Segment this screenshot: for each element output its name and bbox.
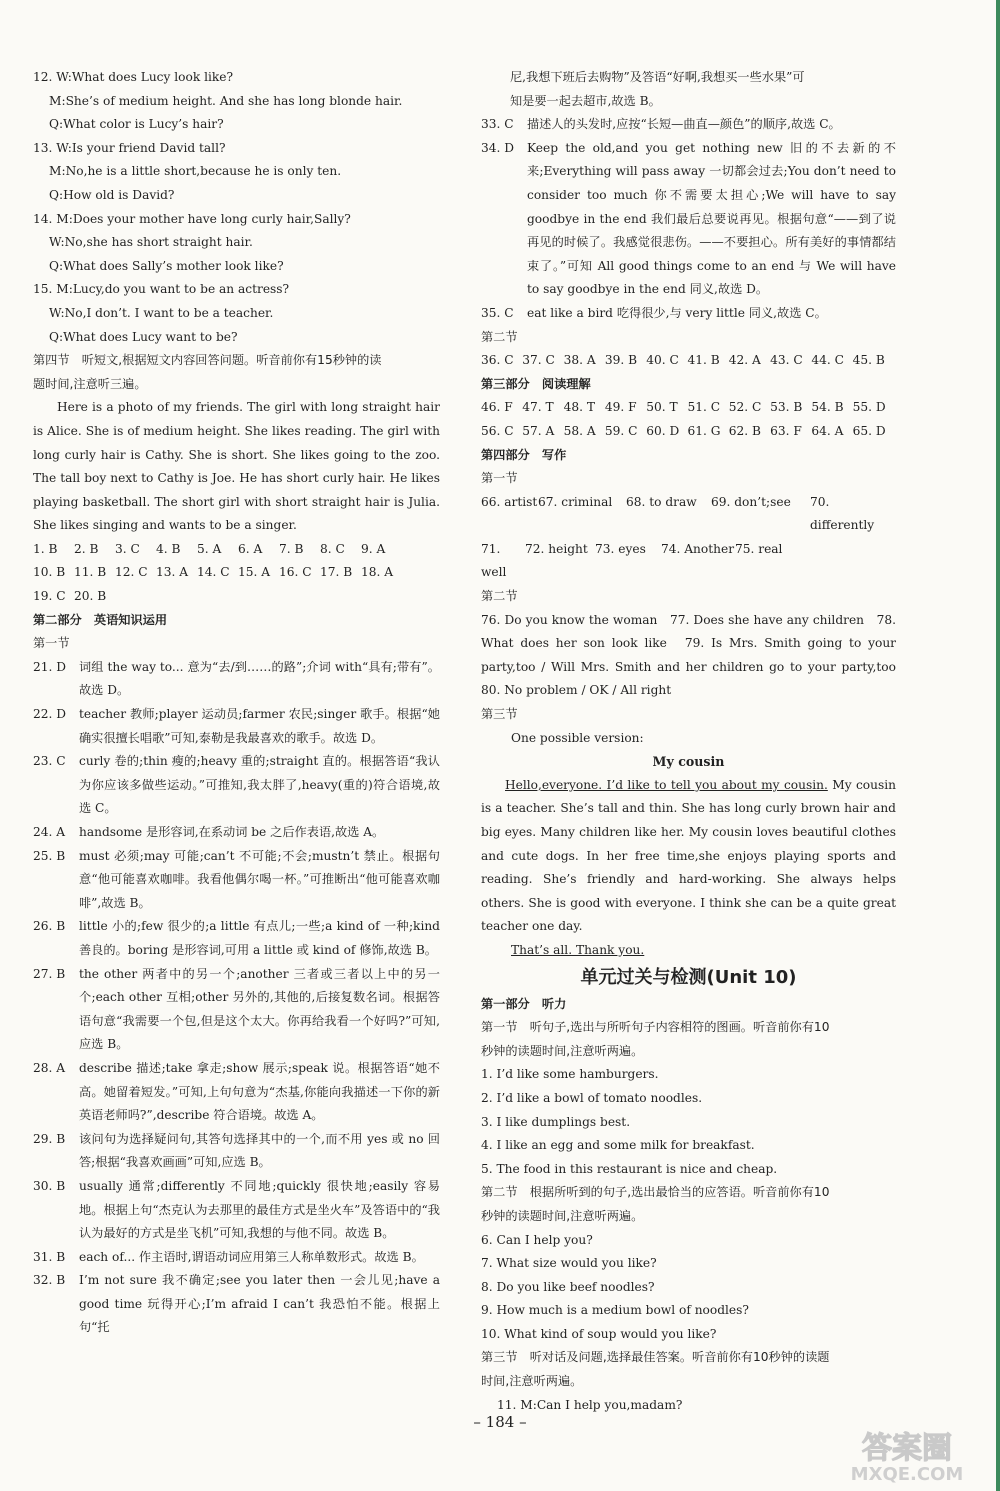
unit-sentence: 2. I’d like a bowl of tomato noodles.: [481, 1090, 703, 1105]
explanation-item: [33, 1128, 440, 1175]
answer-item: 48. T: [563, 400, 595, 415]
explanation-number: 23. C: [33, 754, 66, 769]
explanation-number: 34. D: [481, 140, 515, 155]
left-column: [33, 66, 440, 1340]
answer-item: 10. B: [33, 565, 66, 580]
answers-46-65: [481, 396, 896, 443]
passage: Here is a photo of my friends. The girl with long straight hair is Alice. She is of medium height. She likes reading. The girl with long curly hair is Cathy. She is short. She likes going to the zoo. The tall boy next to Cathy is Joe. He has short curly hair. He likes playing basketball. The short girl with short straight hair is Julia. She likes singing and wants to be a singer.: [33, 400, 440, 533]
explanation-number: 32. B: [33, 1273, 66, 1288]
explanation-text: the other 两者中的另一个;another 三者或三者以上中的另一个;each other 互相;other 另外的,其他的,后接复数名词。根据答语句意“我需要一个包,但是这个太大。你再给我看一个好吗?”可知,应选 B。: [79, 966, 440, 1052]
part4-section2: 第二节: [481, 589, 518, 604]
dialog-question: 12. W:What does Lucy look like?: [33, 70, 234, 84]
explanation-text: curly 卷的;thin 瘦的;heavy 重的;straight 直的。根据答语“我认为你应该多做些运动。”可推知,我太胖了,heavy(重的)符合语境,故选 C。: [79, 754, 440, 816]
explanation-text: 该问句为选择疑问句,其答句选择其中的一个,而不用 yes 或 no 回答;根据“我喜欢画画”可知,应选 B。: [79, 1131, 440, 1170]
explanation-number: 29. B: [33, 1131, 66, 1146]
part4-section1: 第一节: [481, 471, 518, 486]
section4-instruction-cont: 题时间,注意听三遍。: [33, 376, 147, 391]
section4-instruction: 第四节 听短文,根据短文内容回答问题。听音前你有15秒钟的读: [33, 353, 382, 368]
page-number: – 184 –: [473, 1413, 527, 1431]
unit-dialog-11: 11. M:Can I help you,madam?: [497, 1397, 683, 1412]
dialog-reply: M:She’s of medium height. And she has long blonde hair.: [49, 93, 403, 108]
answer-item: 61. G: [687, 423, 721, 438]
answer-item: 42. A: [728, 353, 761, 368]
unit-question: 9. How much is a medium bowl of noodles?: [481, 1303, 749, 1318]
unit-question: 7. What size would you like?: [481, 1256, 657, 1271]
explanation-text: teacher 教师;player 运动员;farmer 农民;singer 歌手。根据“她确实很擅长唱歌”可知,泰勒是我最喜欢的歌手。故选 D。: [79, 707, 440, 745]
explanation-item: [33, 1246, 440, 1270]
section2-label: 第二节: [481, 329, 518, 344]
answer-item: 15. A: [238, 565, 271, 580]
answer-item: 6. A: [238, 541, 263, 556]
answer-item: 66. artist: [481, 494, 538, 509]
unit-questions: [481, 1229, 896, 1347]
dialog-prompt: Q:What does Lucy want to be?: [49, 329, 238, 344]
answer-item: 16. C: [279, 565, 312, 580]
answer-item: 70. differently: [810, 494, 875, 533]
dialog-prompt: Q:What does Sally’s mother look like?: [49, 258, 284, 273]
part2-title: 第二部分 英语知识运用: [33, 612, 168, 627]
explanation-number: 25. B: [33, 848, 66, 863]
unit-sentence: 3. I like dumplings best.: [481, 1114, 631, 1129]
dialog-reply: W:No,I don’t. I want to be a teacher.: [49, 305, 274, 320]
answer-item: 47. T: [522, 400, 554, 415]
answer-item: 59. C: [604, 423, 638, 438]
explanation-number: 22. D: [33, 707, 67, 722]
explanation-item: [33, 821, 440, 845]
svg-text:MXQE.COM: MXQE.COM: [850, 1464, 964, 1484]
answer-item: 12. C: [115, 565, 148, 580]
explanation-text: handsome 是形容词,在系动词 be 之后作表语,故选 A。: [79, 825, 385, 839]
answer-item: 11. B: [74, 565, 107, 580]
answer-item: 19. C: [33, 589, 66, 604]
dialog-question: 14. M:Does your mother have long curly hair,Sally?: [33, 211, 351, 226]
explanation-text: eat like a bird 吃得很少,与 very little 同义,故选 C。: [527, 305, 827, 320]
explanation-item: [33, 1269, 440, 1340]
answer-item: 5. A: [197, 541, 222, 556]
part4-title: 第四部分 写作: [481, 447, 567, 462]
answer-item: 68. to draw: [626, 494, 697, 509]
unit-sentence: 4. I like an egg and some milk for breakfast.: [481, 1138, 755, 1153]
answers-1-20: [33, 538, 440, 609]
dialog-prompt: Q:What color is Lucy’s hair?: [49, 117, 224, 132]
right-column: [481, 66, 909, 1417]
answer-item: 14. C: [197, 565, 230, 580]
explanation-item: [481, 137, 896, 302]
answer-item: 51. C: [687, 400, 721, 415]
answer-item: 63. F: [770, 423, 802, 438]
essay-opening: Hello,everyone. I’d like to tell you about my cousin.: [505, 777, 828, 792]
explanation-item: [33, 963, 440, 1057]
explanation-text: must 必须;may 可能;can’t 不可能;不会;mustn’t 禁止。根据句意“他可能喜欢咖啡。我看他偶尔喝一杯。”可推断出“他可能喜欢咖啡”,故选 B。: [79, 848, 440, 910]
essay-closing: That’s all. Thank you.: [511, 942, 645, 957]
continued-explanation: 尼,我想下班后去购物”及答语“好啊,我想买一些水果”可: [510, 70, 805, 84]
part3-title: 第三部分 阅读理解: [481, 376, 591, 391]
unit-sentence: 5. The food in this restaurant is nice and cheap.: [481, 1161, 778, 1176]
answer-item: 46. F: [481, 400, 513, 415]
answer-item: 2. B: [74, 541, 99, 556]
explanation-number: 31. B: [33, 1249, 66, 1264]
answer-item: 36. C: [481, 353, 514, 368]
explanation-number: 33. C: [481, 117, 514, 132]
answer-item: 55. D: [852, 400, 886, 415]
explanation-item: [33, 703, 440, 750]
explanation-text: each of... 作主语时,谓语动词应用第三人称单数形式。故选 B。: [79, 1249, 424, 1264]
continued-explanation-2: 知是要一起去超市,故选 B。: [510, 93, 661, 108]
part4-section3: 第三节: [481, 707, 518, 722]
dialog-list: [33, 66, 440, 349]
answer-item: 8. C: [320, 541, 345, 556]
explanation-number: 27. B: [33, 966, 66, 981]
answer-item: 75. real: [735, 541, 783, 556]
dialog-question: 15. M:Lucy,do you want to be an actress?: [33, 282, 290, 297]
answer-item: 52. C: [728, 400, 762, 415]
explanation-text: 描述人的头发时,应按“长短—曲直—颜色”的顺序,故选 C。: [527, 117, 841, 132]
unit-section3-instruction: 第三节 听对话及问题,选择最佳答案。听音前你有10秒钟的读题: [481, 1350, 830, 1365]
answers-66-70: [481, 491, 896, 538]
answer-item: 74. Another: [661, 541, 735, 556]
answer-item: 7. B: [279, 541, 304, 556]
answer-item: 44. C: [811, 353, 844, 368]
answer-item: 67. criminal: [538, 494, 613, 509]
explanation-text: 词组 the way to... 意为“去/到……的路”;介词 with“具有;带有”。故选 D。: [79, 659, 440, 698]
answers-71-75: [481, 538, 896, 585]
explanation-item: [481, 113, 896, 137]
explanation-item: [33, 1057, 440, 1128]
unit-section1-instruction-cont: 秒钟的读题时间,注意听两遍。: [481, 1043, 644, 1058]
answer-item: 45. B: [852, 353, 885, 368]
answer-item: 9. A: [361, 541, 386, 556]
explanation-item: [33, 915, 440, 962]
answer-item: 41. B: [687, 353, 720, 368]
explanation-item: [33, 656, 440, 703]
answer-item: 18. A: [361, 565, 394, 580]
answer-item: 37. C: [522, 353, 555, 368]
explanation-text: describe 描述;take 拿走;show 展示;speak 说。根据答语“她不高。她留着短发。”可知,上句句意为“杰基,你能向我描述一下你的新英语老师吗?”,describe 符合语境。故选 A。: [79, 1060, 440, 1123]
unit-part1-title: 第一部分 听力: [481, 996, 567, 1011]
answer-item: 13. A: [156, 565, 189, 580]
answer-item: 40. C: [646, 353, 679, 368]
explanation-number: 21. D: [33, 659, 67, 674]
unit-section2-instruction: 第二节 根据所听到的句子,选出最恰当的应答语。听音前你有10: [481, 1185, 830, 1200]
answer-item: 39. B: [604, 353, 638, 368]
answer-item: 4. B: [156, 541, 181, 556]
explanation-number: 35. C: [481, 305, 514, 320]
dialog-question: 13. W:Is your friend David tall?: [33, 140, 226, 155]
essay-title: My cousin: [652, 754, 725, 770]
unit-section3-instruction-cont: 时间,注意听两遍。: [481, 1374, 583, 1389]
explanation-number: 26. B: [33, 919, 66, 934]
answer-item: 60. D: [646, 423, 680, 438]
explanation-item: [33, 1175, 440, 1246]
explanation-item: [33, 845, 440, 916]
answer-item: 49. F: [604, 400, 637, 415]
unit-section2-instruction-cont: 秒钟的读题时间,注意听两遍。: [481, 1208, 644, 1223]
dialog-prompt: Q:How old is David?: [49, 187, 175, 202]
explanation-number: 28. A: [33, 1060, 66, 1075]
essay-text: My cousin is a teacher. She’s tall and thin. She has long curly brown hair and big eyes. Many children like her. My cousin loves beautiful clothes and cute dogs. In her free time,she enjoys playing sports and reading. She’s friendly and hard-working. She always helps others. She is good with everyone. I think she can be a quite great teacher one day.: [481, 777, 896, 934]
answer-item: 17. B: [320, 565, 353, 580]
essay-body: [481, 774, 896, 939]
explanation-text: I’m not sure 我不确定;see you later then 一会儿见;have a good time 玩得开心;I’m afraid I can’t 我恐怕不能。根据上句“托: [79, 1273, 440, 1335]
unit-question: 10. What kind of soup would you like?: [481, 1326, 717, 1341]
explanation-text: Keep the old,and you get nothing new 旧的不去新的不来;Everything will pass away 一切都会过去;You don’t need to consider too much 你不需要太担心;We will have to say goodbye in the end 我们最后总要说再见。根据句意“——到了说再见的时候了。我感觉很悲伤。——不要担心。所有美好的事情都结束了。”可知 All good things come to an end 与 We will have to say goodbye in the end 同义,故选 D。: [527, 140, 896, 297]
dialog-reply: M:No,he is a little short,because he is only ten.: [49, 164, 342, 179]
answer-item: 58. A: [563, 423, 596, 438]
explanations-right: [481, 113, 896, 325]
unit-question: 8. Do you like beef noodles?: [481, 1279, 655, 1294]
unit-sentences: [481, 1063, 896, 1181]
answer-item: 43. C: [770, 353, 803, 368]
explanations-left: [33, 656, 440, 1340]
answer-item: 62. B: [728, 423, 761, 438]
unit-question: 6. Can I help you?: [481, 1232, 593, 1247]
answer-item: 38. A: [563, 353, 596, 368]
explanation-number: 30. B: [33, 1178, 66, 1193]
explanation-item: [33, 750, 440, 821]
unit-section1-instruction: 第一节 听句子,选出与所听句子内容相符的图画。听音前你有10: [481, 1020, 830, 1035]
page-edge: [996, 0, 1000, 1491]
explanation-text: little 小的;few 很少的;a little 有点儿;一些;a kind of 一种;kind 善良的。boring 是形容词,可用 a little 或 kind of 修饰,故选 B。: [79, 919, 440, 957]
answer-item: 20. B: [74, 589, 107, 604]
dialog-reply: W:No,she has short straight hair.: [49, 235, 253, 250]
answer-item: 1. B: [33, 541, 58, 556]
answer-item: 50. T: [646, 400, 678, 415]
answer-item: 56. C: [481, 423, 514, 438]
watermark-logo: [822, 1428, 992, 1484]
explanation-item: [481, 302, 896, 326]
explanation-number: 24. A: [33, 825, 66, 839]
explanation-text: usually 通常;differently 不同地;quickly 很快地;easily 容易地。根据上句“杰克认为去那里的最佳方式是坐火车”及答语中的“我认为最好的方式是坐飞机”可知,我想的与他不同。故选 B。: [79, 1178, 440, 1241]
answer-item: 53. B: [770, 400, 803, 415]
unit-sentence: 1. I’d like some hamburgers.: [481, 1067, 659, 1082]
answer-item: 73. eyes: [595, 541, 646, 556]
answer-item: 72. height: [525, 541, 588, 556]
answers-36-45: [481, 349, 896, 373]
part2-section1: 第一节: [33, 636, 70, 651]
answer-item: 65. D: [852, 423, 886, 438]
unit-title: 单元过关与检测(Unit 10): [580, 966, 797, 988]
answer-item: 71. well: [481, 541, 507, 580]
answer-item: 64. A: [811, 423, 844, 438]
answers-76-80: 76. Do you know the woman 77. Does she have any children 78. What does her son look like 79. Is Mrs. Smith going to your party,too / Will Mrs. Smith and her children go to your party,too 80. No problem / OK / All right: [481, 612, 909, 698]
svg-text:答案圈: 答案圈: [862, 1431, 952, 1466]
possible-version-label: One possible version:: [511, 730, 644, 745]
answer-item: 54. B: [811, 400, 844, 415]
answer-item: 3. C: [115, 541, 140, 556]
answer-item: 69. don’t;see: [711, 494, 791, 509]
answer-item: 57. A: [522, 423, 555, 438]
